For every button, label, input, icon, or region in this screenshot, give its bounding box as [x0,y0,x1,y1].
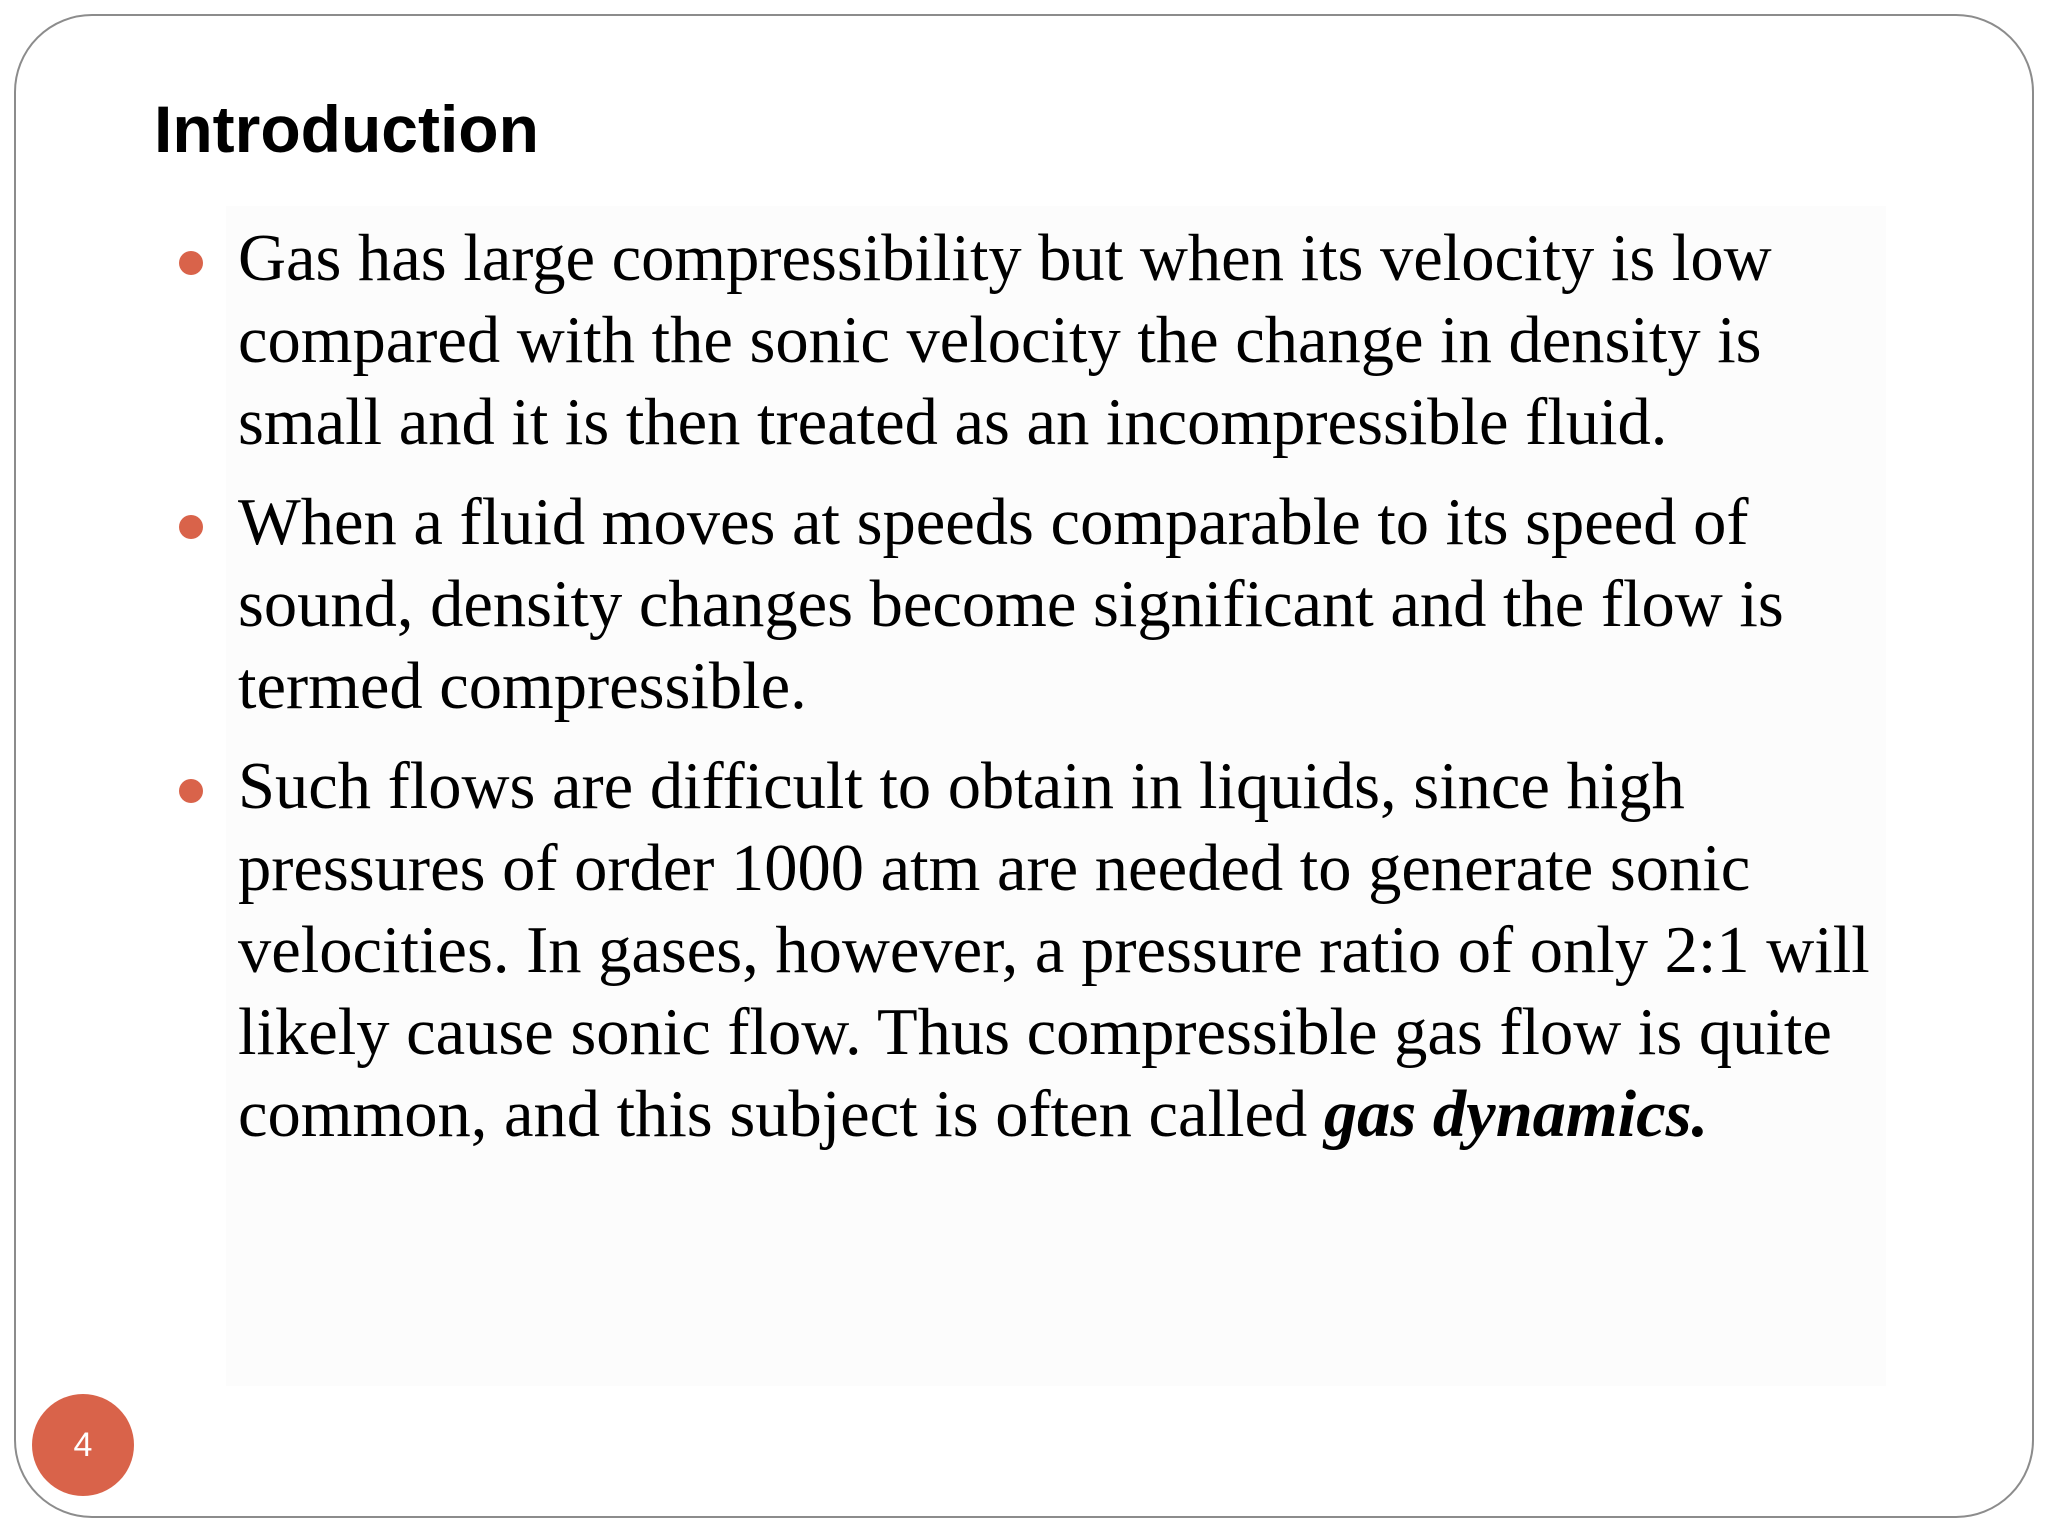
bullet-dot-icon [179,515,203,539]
bullet-item [238,746,1878,1156]
bullet-emphasis: gas dynamics. [1323,1078,1709,1151]
bullet-item [238,218,1878,464]
bullet-list [238,218,1878,1174]
bullet-text: Such flows are difficult to obtain in liquids, since high pressures of order 1000 atm are needed to generate sonic velocities. In gases, however, a pressure ratio of only 2:1 will likely cause sonic flow. Thus compressible gas flow is quite common, and this subject is often called [238,750,1870,1151]
page-number-badge: 4 [32,1394,134,1496]
bullet-dot-icon [179,779,203,803]
bullet-text: Gas has large compressibility but when its velocity is low compared with the sonic velocity the change in density is small and it is then treated as an incompressible fluid. [238,222,1772,459]
bullet-item [238,482,1878,728]
bullet-text: When a fluid moves at speeds comparable to its speed of sound, density changes become significant and the flow is termed compressible. [238,486,1784,723]
bullet-dot-icon [179,251,203,275]
slide-title: Introduction [154,92,539,166]
